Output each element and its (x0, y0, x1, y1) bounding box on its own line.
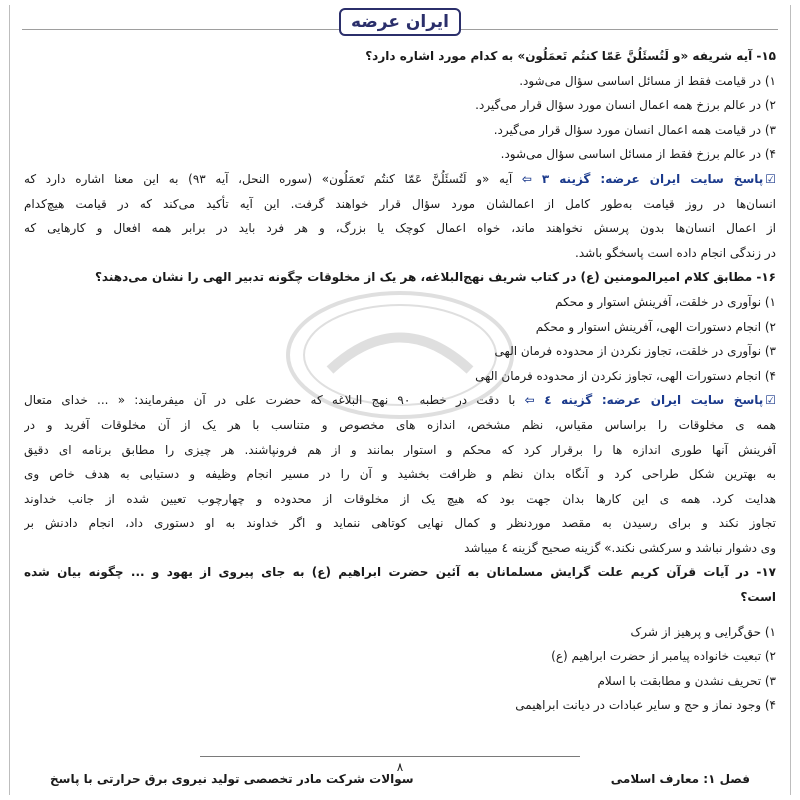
answer-option: ۴) انجام دستورات الهی، تجاوز نکردن از محدوده فرمان الهی (475, 368, 776, 383)
explanation-line: هدایت کرد. همه ی این کارها بدان جهت بود که هیچ یک از مخلوقات از محدوده و چهارچوب تعیین شده از جانب خداوند (24, 491, 776, 506)
page-footer (30, 762, 770, 792)
document-body (24, 44, 776, 718)
explanation-line: به بهترین شکل طراحی کرد و آنگاه بدان نظم و ظرافت بخشید و آن را در مسیر انجام وظیفه و دستیابی به هدف خاص وی (24, 467, 776, 482)
header-rule-left (22, 29, 344, 30)
explanation-line: وی دشوار نباشد و سرکشی نکند.» گزینه صحیح گزینه ٤ میباشد (464, 540, 776, 555)
explanation-line: تجاوز نکند و برای رسیدن به مقصد موردنظر و کمال نهایی کوتاهی ننماید و اگر خداوند به او دستوری داد، انجام دادنش بر (24, 516, 776, 531)
logo (339, 8, 461, 36)
question-text: ۱۶- مطابق کلام امیرالمومنین (ع) در کتاب شریف نهج‌البلاغه، هر یک از مخلوقات چگونه تدبیر الهی را نشان می‌دهند؟ (94, 270, 776, 285)
answer-option: ۴) وجود نماز و حج و سایر عبادات در دیانت ابراهیمی (515, 698, 776, 713)
explanation-line: آفرینش آنها طوری اندازه ها را برقرار کرد که محکم و استوار بمانند و از هم فرونپاشند. هر چیزی را مطابق برنامه ای دقیق (24, 442, 776, 457)
answer-option: ۳) نوآوری در خلقت، تجاوز نکردن از محدوده فرمان الهی (494, 344, 776, 359)
answer-option: ۳) تحریف نشدن و مطابقت با اسلام (597, 673, 776, 688)
header-logo (0, 6, 800, 38)
line-spacer (24, 610, 776, 620)
answer-option: ۲) تبعیت خانواده پیامبر از حضرت ابراهیم (ع) (551, 649, 776, 664)
question-text: است؟ (740, 590, 776, 605)
answer-line (24, 167, 776, 192)
explanation-line: در زندگی انجام داده است پاسخگو باشد. (575, 245, 776, 260)
checkbox-icon: ☑ (765, 171, 776, 186)
answer-option: ۱) حق‌گرایی و پرهیز از شرک (630, 624, 776, 639)
answer-option: ۲) در عالم برزخ همه اعمال انسان مورد سؤال قرار می‌گیرد. (475, 98, 776, 113)
explanation-line: انسان‌ها در روز قیامت به‌طور کامل از اعمالشان مورد سؤال قرار خواهند گرفت. این آیه تأکید می‌کند که در قیامت هیچ‌کدام (24, 196, 776, 211)
answer-label: پاسخ سایت ایران عرضه: گزینه ۳ ⇦ (521, 171, 764, 186)
footer-book-title: سوالات شرکت مادر تخصصی تولید نیروی برق حرارتی با پاسخ (50, 772, 414, 786)
footer-rule (200, 756, 580, 757)
answer-label: پاسخ سایت ایران عرضه: گزینه ٤ ⇦ (524, 393, 764, 408)
question-text: ۱۵- آیه شریفه «و لَتُسئَلُنَّ عَمّا کنتُم تَعمَلُون» به کدام مورد اشاره دارد؟ (365, 49, 776, 63)
answer-text: آیه «و لَتُسئَلُنَّ عَمّا کنتُم تَعمَلُون» (سوره النحل، آیه ۹۳) به این معنا اشاره دارد که (24, 171, 522, 186)
footer-chapter: فصل ۱: معارف اسلامی (610, 772, 750, 786)
checkbox-icon: ☑ (765, 393, 776, 408)
header-rule-right (456, 29, 778, 30)
answer-option: ۴) در عالم برزخ فقط از مسائل اساسی سؤال می‌شود. (500, 147, 776, 162)
answer-option: ۲) انجام دستورات الهی، آفرینش استوار و محکم (535, 319, 776, 334)
answer-text: با دقت در خطبه ۹۰ نهج البلاغه که حضرت علی در آن میفرمایند: « ... خدای متعال (24, 393, 525, 408)
answer-line (24, 388, 776, 413)
explanation-line: از اعمال انسان‌ها بدون پرسش نخواهند ماند، خواه اعمال کوچک یا بزرگ، و هر فرد باید در برابر همه افعال و کارهایی که (24, 221, 776, 236)
answer-option: ۳) در قیامت همه اعمال انسان مورد سؤال قرار می‌گیرد. (493, 122, 776, 137)
answer-option: ۱) در قیامت فقط از مسائل اساسی سؤال می‌شود. (519, 73, 776, 88)
answer-option: ۱) نوآوری در خلقت، آفرینش استوار و محکم (555, 294, 776, 309)
explanation-line: همه ی مخلوقات را براساس مقیاس، نظم مشخص، اندازه های مخصوص و متناسب با هر یک از آن مخلوقات آفرید و در (24, 417, 776, 432)
page-number: ۸ (396, 760, 404, 774)
logo-text: ایران عرضه (351, 12, 449, 32)
question-text: ۱۷- در آیات قرآن کریم علت گرایش مسلمانان به آئین حضرت ابراهیم (ع) به جای پیروی از یهود و ... چگونه بیان شده (24, 565, 776, 580)
